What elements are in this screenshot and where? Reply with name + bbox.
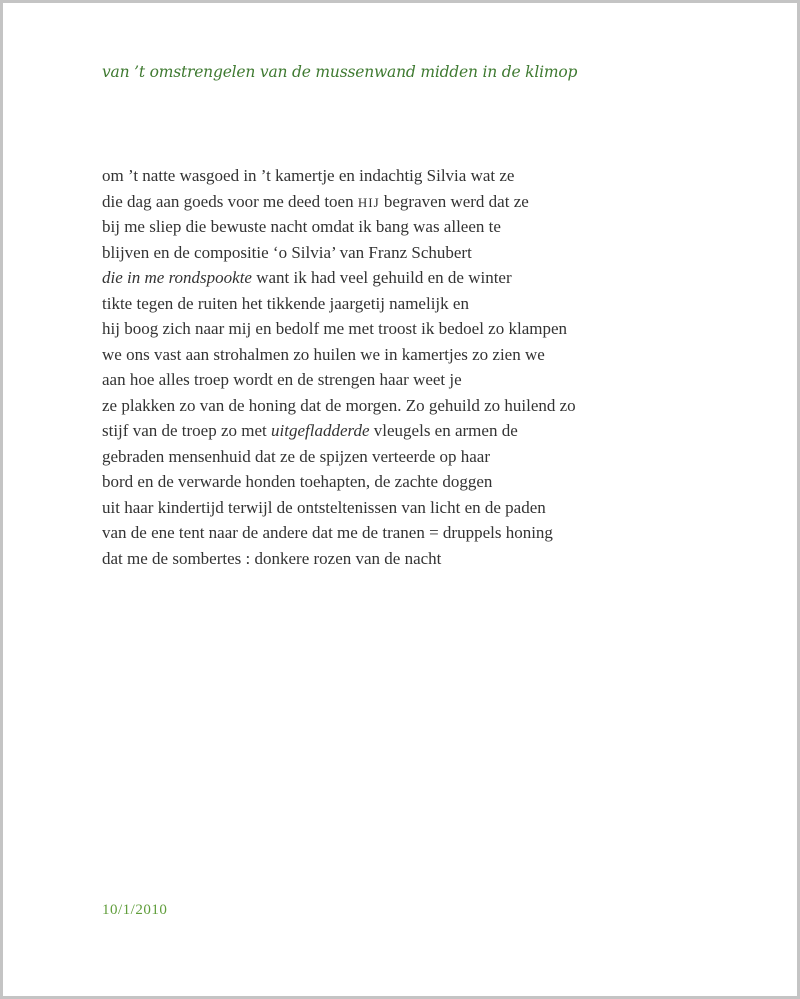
line-text: die dag aan goeds voor me deed toen [102, 191, 358, 211]
line-text: want ik had veel gehuild en de winter [251, 268, 512, 287]
poem-line [102, 342, 576, 368]
line-text: om ’t natte wasgoed in ’t kamertje en indachtig Silvia wat ze [102, 166, 515, 185]
poem-line [102, 163, 576, 189]
poem-line [102, 393, 576, 419]
line-text: gebraden mensenhuid dat ze de spijzen verteerde op haar [102, 446, 490, 466]
poem-line [102, 444, 576, 470]
poem-line [102, 469, 576, 495]
poem-line [102, 520, 576, 546]
poem-body [102, 163, 576, 571]
poem-date: 10/1/2010 [102, 902, 168, 918]
line-text: begraven werd dat ze [379, 191, 529, 211]
poem-line [102, 291, 576, 317]
poem-line [102, 240, 576, 266]
line-text: hij boog zich naar mij en bedolf me met troost ik bedoel zo klampen [102, 319, 568, 338]
small-caps-word: HIJ [357, 194, 380, 210]
poem-line [102, 367, 576, 393]
poem-line [102, 265, 576, 291]
poem-line [102, 495, 576, 521]
line-text: van de ene tent naar de andere dat me de tranen = druppels honing [102, 523, 553, 542]
poem-line [102, 546, 576, 572]
line-text: dat me de sombertes : donkere rozen van de nacht [102, 548, 442, 568]
line-text: aan hoe alles troep wordt en de strengen haar weet je [102, 370, 462, 389]
line-text: vleugels en armen de [369, 421, 518, 440]
poem-line [102, 316, 576, 342]
line-text: bij me sliep die bewuste nacht omdat ik bang was alleen te [102, 217, 501, 236]
line-text: stijf van de troep zo met [102, 421, 272, 440]
line-text: ze plakken zo van de honing dat de morgen. Zo gehuild zo huilend zo [102, 395, 576, 415]
line-text: uit haar kindertijd terwijl de ontsteltenissen van licht en de paden [102, 497, 546, 517]
italic-phrase: uitgefladderde [271, 421, 370, 440]
line-text: bord en de verwarde honden toehapten, de zachte doggen [102, 472, 493, 491]
poem-line [102, 418, 576, 444]
poem-line [102, 214, 576, 240]
line-text: we ons vast aan strohalmen zo huilen we in kamertjes zo zien we [102, 344, 545, 364]
poem-title: van ’t omstrengelen van de mussenwand midden in de klimop [102, 63, 578, 81]
line-text: blijven en de compositie ‘o Silvia’ van Franz Schubert [102, 242, 472, 262]
italic-phrase: die in me rondspookte [102, 268, 252, 287]
line-text: tikte tegen de ruiten het tikkende jaargetij namelijk en [102, 293, 469, 313]
poem-line [102, 189, 576, 215]
